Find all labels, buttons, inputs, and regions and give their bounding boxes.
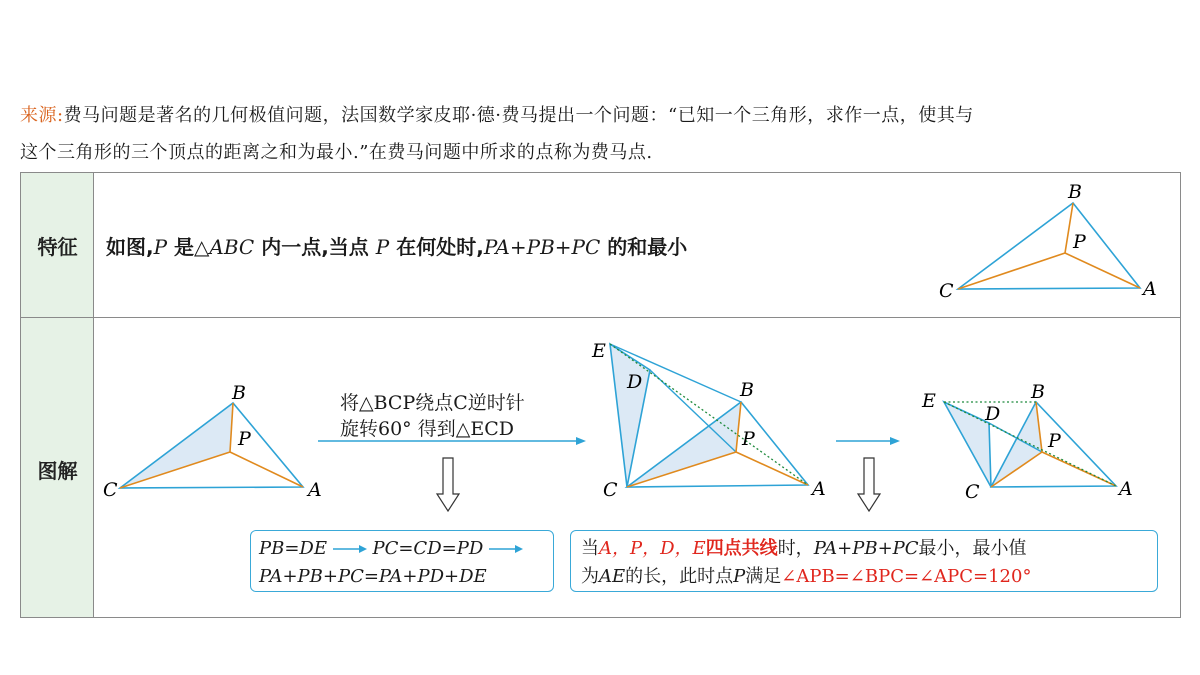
label-c-3: C	[965, 481, 980, 503]
angle-condition: ∠APB=∠BPC=∠APC=120°	[781, 566, 1032, 587]
label-d-2: D	[627, 371, 643, 393]
label-a-2: A	[812, 478, 826, 500]
diagram-2-figure	[591, 340, 826, 501]
label-b: B	[1068, 181, 1082, 203]
segment-pc	[958, 253, 1065, 289]
right-arrow-icon	[333, 544, 367, 554]
conclusion-text-2: 时，	[777, 538, 814, 559]
down-arrow-1	[437, 458, 459, 511]
eq-pc-cd-pd: PC=CD=PD	[372, 538, 484, 559]
feature-text-5: 的和最小	[600, 235, 688, 259]
label-d-3: D	[985, 403, 1001, 425]
feature-text-1: 如图,	[106, 235, 154, 259]
conclusion-text-4: 为	[581, 566, 599, 587]
label-b-1: B	[232, 382, 246, 404]
rotation-step-text	[340, 390, 580, 442]
label-b-3: B	[1031, 381, 1045, 403]
diagram-row-label: 图解	[37, 459, 78, 483]
intro-line-1: 费马问题是著名的几何极值问题，法国数学家皮耶·德·费马提出一个问题：“已知一个三角形，求作一点，使其与	[63, 105, 974, 126]
label-a-3: A	[1119, 478, 1133, 500]
right-arrow-icon	[489, 544, 523, 554]
eq-sum: PA+PB+PC=PA+PD+DE	[259, 566, 487, 587]
collinear-phrase: 四点共线	[705, 538, 778, 559]
segment-pb	[1065, 203, 1073, 253]
conclusion-expression: PA+PB+PC	[813, 538, 919, 559]
label-e-3: E	[922, 390, 936, 412]
label-p-1: P	[238, 428, 251, 450]
segment-pa-1	[230, 452, 303, 487]
feature-var-abc: ABC	[209, 235, 255, 259]
conclusion-text-1: 当	[581, 538, 599, 559]
feature-var-p: P	[153, 235, 168, 259]
arrow-2-head	[890, 437, 900, 445]
label-c: C	[939, 280, 954, 302]
equality-box	[250, 530, 554, 592]
feature-text-4: 在何处时,	[389, 235, 484, 259]
step-line-1: 将△BCP绕点C逆时针	[340, 392, 525, 414]
label-p: P	[1073, 231, 1086, 253]
feature-expression: PA+PB+PC	[483, 235, 601, 259]
source-label: 来源:	[20, 105, 64, 126]
down-arrow-2	[858, 458, 880, 511]
intro-line-2: 这个三角形的三个顶点的距离之和为最小.”在费马问题中所求的点称为费马点.	[20, 142, 653, 163]
label-a: A	[1143, 278, 1157, 300]
segment-pa-3	[1042, 452, 1116, 486]
conclusion-text-3: 最小，最小值	[918, 538, 1027, 559]
segment-pa	[1065, 253, 1140, 288]
conclusion-var-p: P	[733, 566, 746, 587]
label-c-1: C	[103, 479, 118, 501]
segment-pa-2	[736, 452, 808, 485]
label-a-1: A	[308, 479, 322, 501]
conclusion-text-6: 满足	[745, 566, 782, 587]
label-p-2: P	[742, 428, 755, 450]
feature-row-label: 特征	[37, 235, 78, 259]
diagram-1-figure	[103, 382, 322, 501]
conclusion-var-ae: AE	[599, 566, 626, 587]
collinear-points: A，P，D，E	[599, 538, 706, 559]
step-line-2: 旋转60° 得到△ECD	[340, 418, 514, 440]
label-e-2: E	[592, 340, 606, 362]
diagram-3-figure	[921, 381, 1133, 503]
feature-triangle-figure	[939, 181, 1157, 302]
label-b-2: B	[740, 379, 754, 401]
conclusion-text-5: 的长，此时点	[625, 566, 734, 587]
label-c-2: C	[603, 479, 618, 501]
feature-text-2: 是△	[167, 235, 210, 259]
feature-var-p2: P	[375, 235, 390, 259]
conclusion-box	[570, 530, 1158, 592]
label-p-3: P	[1048, 430, 1061, 452]
feature-text-3: 内一点,当点	[254, 235, 376, 259]
eq-pb-de: PB=DE	[259, 538, 327, 559]
